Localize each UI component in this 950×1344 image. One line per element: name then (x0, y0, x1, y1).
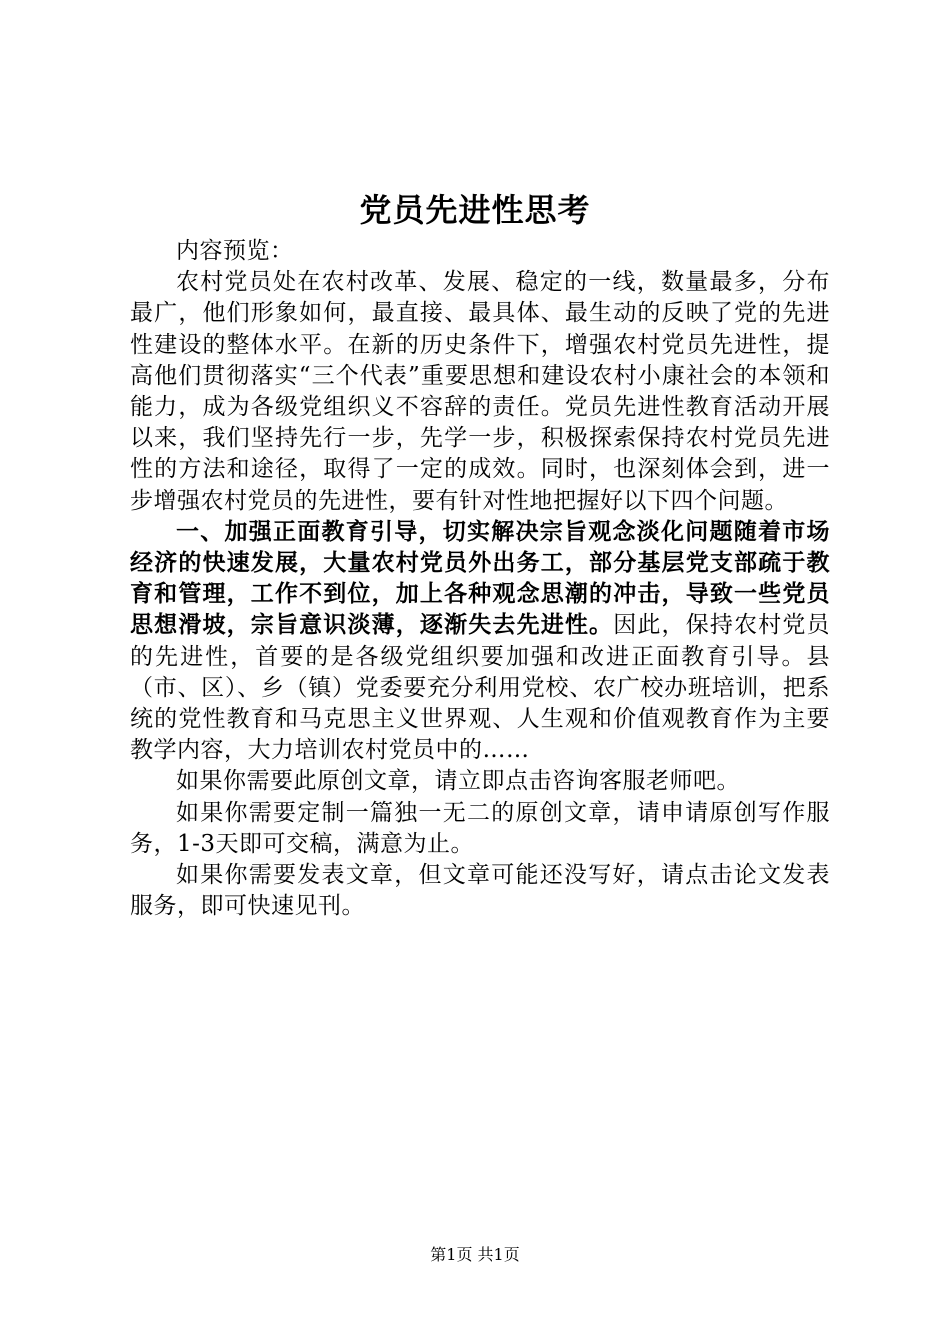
section-one-body: 因此，保持农村党员的先进性，首要的是各级党组织要加强和改进正面教育引导。县（市、区）、乡（镇）党委要充分利用党校、农广校办班培训，把系统的党性教育和马克思主义世界观、人生观和价值观教育作为主要教学内容，大力培训农村党员中的…… (130, 612, 831, 764)
paragraph-publish-service: 如果你需要发表文章，但文章可能还没写好，请点击论文发表服务，即可快速见刊。 (130, 862, 830, 920)
preview-label: 内容预览： (176, 238, 294, 264)
paragraph-consult: 如果你需要此原创文章，请立即点击咨询客服老师吧。 (176, 768, 740, 795)
paragraph-intro: 农村党员处在农村改革、发展、稳定的一线，数量最多，分布最广，他们形象如何，最直接、最具体、最生动的反映了党的先进性建设的整体水平。在新的历史条件下，增强农村党员先进性，提高他们贯彻落实“三个代表”重要思想和建设农村小康社会的本领和能力，成为各级党组织义不容辞的责任。党员先进性教育活动开展以来，我们坚持先行一步，先学一步，积极探索保持农村党员先进性的方法和途径，取得了一定的成效。同时，也深刻体会到，进一步增强农村党员的先进性，要有针对性地把握好以下四个问题。 (130, 269, 830, 514)
section-one-heading: 一、加强正面教育引导，切实解决宗旨观念淡化问题随着市场经济的快速发展，大量农村党员外出务工，部分基层党支部疏于教育和管理，工作不到位，加上各种观念思潮的冲击，导致一些党员思想滑坡，宗旨意识淡薄，逐渐失去先进性。 (130, 518, 830, 639)
document-title: 党员先进性思考 (359, 191, 591, 229)
page-footer (0, 1244, 950, 1266)
document-body (130, 236, 830, 922)
page-number-total: 共1页 (477, 1245, 520, 1264)
paragraph-custom-service: 如果你需要定制一篇独一无二的原创文章，请申请原创写作服务，1-3天即可交稿，满意为止。 (130, 799, 830, 857)
paragraph-section-one (130, 517, 830, 767)
page-number-current: 第1页 (430, 1245, 473, 1264)
